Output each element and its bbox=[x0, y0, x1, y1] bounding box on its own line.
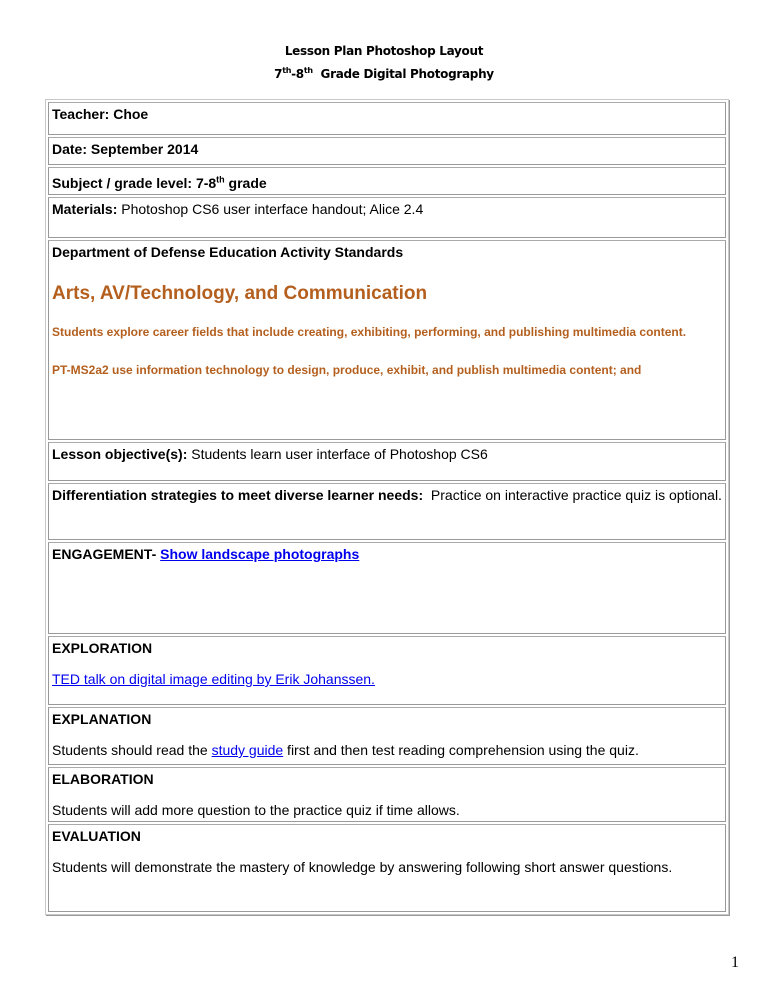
subject-text bbox=[52, 175, 267, 191]
materials-label: Materials: bbox=[52, 201, 118, 217]
elaboration-text: Students will add more question to the practice quiz if time allows. bbox=[52, 802, 460, 818]
standards-description: Students explore career fields that include creating, exhibiting, performing, and publishing multimedia content. bbox=[52, 325, 687, 339]
date-text: Date: September 2014 bbox=[52, 141, 199, 157]
subject-part: grade bbox=[224, 174, 267, 191]
subtitle-part: -8 bbox=[291, 67, 304, 81]
materials-row bbox=[48, 197, 726, 238]
standards-row bbox=[48, 240, 726, 440]
evaluation-text: Students will demonstrate the mastery of knowledge by answering following short answer questions. bbox=[52, 859, 673, 875]
exploration-label: EXPLORATION bbox=[52, 640, 153, 656]
differentiation-value: Practice on interactive practice quiz is optional. bbox=[423, 487, 722, 503]
differentiation-row bbox=[48, 483, 726, 540]
explanation-row bbox=[48, 707, 726, 765]
landscape-photographs-link[interactable]: Show landscape photographs bbox=[160, 546, 360, 562]
evaluation-label: EVALUATION bbox=[52, 828, 141, 844]
doc-subtitle bbox=[0, 66, 768, 81]
standards-heading: Arts, AV/Technology, and Communication bbox=[52, 283, 428, 304]
teacher-text: Teacher: Choe bbox=[52, 106, 149, 122]
superscript: th bbox=[303, 66, 313, 75]
objective-value: Students learn user interface of Photoshop CS6 bbox=[187, 446, 488, 462]
evaluation-row bbox=[48, 824, 726, 912]
subtitle-part: 7 bbox=[274, 67, 283, 81]
subtitle-part: Grade Digital Photography bbox=[312, 67, 494, 81]
page-number: 1 bbox=[731, 954, 739, 971]
explanation-label: EXPLANATION bbox=[52, 711, 152, 727]
study-guide-link[interactable]: study guide bbox=[211, 742, 284, 758]
lesson-plan-table bbox=[45, 99, 729, 915]
differentiation-label: Differentiation strategies to meet diverse learner needs: bbox=[52, 487, 424, 503]
engagement-label: ENGAGEMENT- bbox=[52, 546, 161, 562]
date-row bbox=[48, 137, 726, 165]
elaboration-row bbox=[48, 767, 726, 822]
standards-title: Department of Defense Education Activity Standards bbox=[52, 244, 404, 260]
explanation-text: first and then test reading comprehension using the quiz. bbox=[283, 742, 639, 758]
teacher-row bbox=[48, 102, 726, 135]
ted-talk-link[interactable]: TED talk on digital image editing by Erik Johanssen. bbox=[52, 671, 375, 687]
explanation-text: Students should read the bbox=[52, 742, 212, 758]
superscript: th bbox=[282, 66, 292, 75]
subject-part: Subject / grade level: 7-8 bbox=[52, 174, 217, 191]
objective-row bbox=[48, 442, 726, 481]
materials-value: Photoshop CS6 user interface handout; Alice 2.4 bbox=[117, 201, 424, 217]
objective-label: Lesson objective(s): bbox=[52, 446, 188, 462]
standards-code: PT-MS2a2 use information technology to design, produce, exhibit, and publish multimedia content; and bbox=[52, 363, 642, 377]
superscript: th bbox=[216, 174, 225, 184]
elaboration-label: ELABORATION bbox=[52, 771, 154, 787]
exploration-row bbox=[48, 636, 726, 705]
engagement-row bbox=[48, 542, 726, 634]
subject-row bbox=[48, 167, 726, 195]
doc-title: Lesson Plan Photoshop Layout bbox=[284, 44, 484, 58]
